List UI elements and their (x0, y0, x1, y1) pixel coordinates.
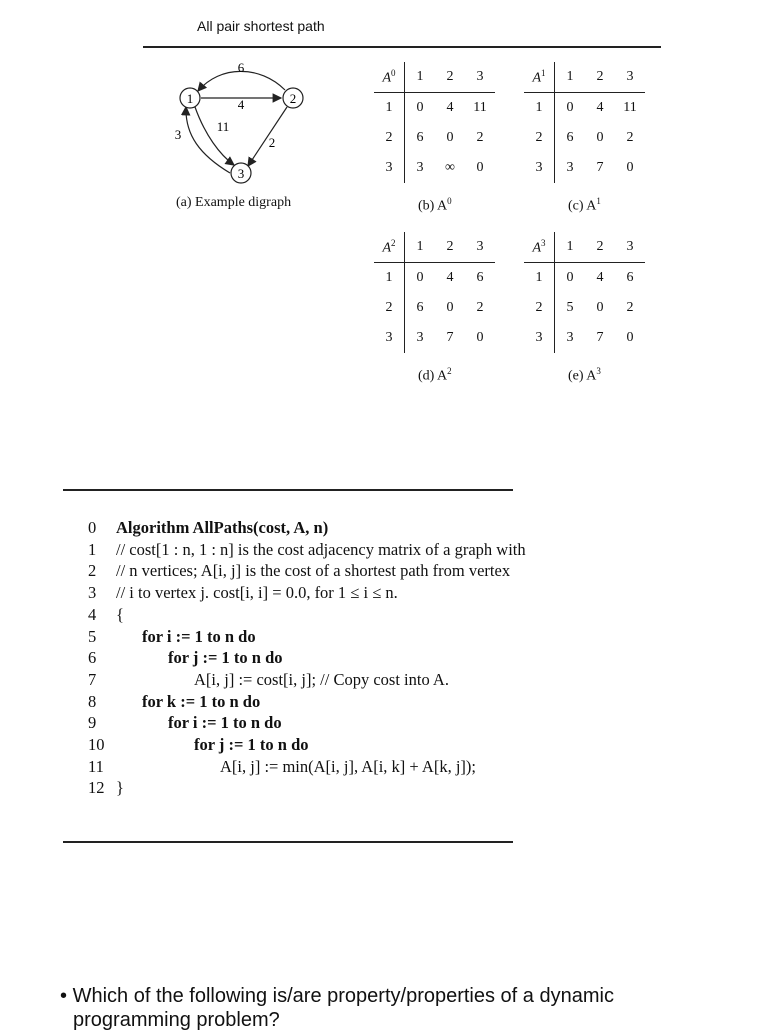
matrix-a2 (374, 232, 495, 353)
matrix-row-header: 1 (524, 263, 555, 294)
node-2-label: 2 (289, 91, 297, 106)
matrix-cell: 0 (596, 300, 604, 315)
matrix-row-header: 1 (374, 93, 405, 124)
matrix-row-header: 2 (374, 293, 405, 323)
algorithm-line (88, 540, 526, 560)
matrix-cell: 2 (476, 300, 484, 315)
bullet-dot: • (60, 985, 68, 1007)
matrix-table (524, 232, 645, 353)
matrix-cell: 0 (626, 330, 634, 345)
algorithm-line (88, 713, 282, 733)
matrix-table (524, 62, 645, 183)
algorithm-line (88, 778, 124, 798)
line-number: 12 (88, 778, 105, 798)
edge-label-1-2: 4 (237, 97, 245, 112)
matrix-cell: 3 (566, 160, 574, 175)
matrix-col-header: 2 (585, 62, 615, 93)
caption-superscript: 2 (447, 366, 452, 376)
line-number: 10 (88, 735, 105, 754)
matrix-cell: 7 (596, 330, 604, 345)
line-text: for i := 1 to n do (168, 713, 282, 733)
caption-superscript: 0 (447, 196, 452, 206)
matrix-cell: 4 (446, 270, 454, 285)
matrix-cell: 0 (476, 160, 484, 175)
matrix-cell: 6 (476, 270, 484, 285)
line-number: 9 (88, 713, 97, 733)
algorithm-line (88, 627, 256, 647)
matrix-col-header: 1 (555, 62, 586, 93)
matrix-cell: 4 (596, 270, 604, 285)
algorithm-line (88, 692, 260, 712)
matrix-col-header: 1 (405, 232, 436, 263)
matrix-cell: 7 (596, 160, 604, 175)
page-title: All pair shortest path (197, 18, 325, 34)
algorithm-line (88, 605, 124, 625)
edge-label-2-3: 2 (268, 135, 276, 150)
matrix-col-header: 3 (615, 62, 645, 93)
matrix-a3 (524, 232, 645, 353)
matrix-col-header: 3 (465, 62, 495, 93)
node-1-label: 1 (186, 91, 194, 106)
matrix-cell: 0 (446, 300, 454, 315)
matrix-row-header: 2 (374, 123, 405, 153)
algorithm-line (88, 518, 328, 538)
matrix-col-header: 2 (585, 232, 615, 263)
matrix-cell: 6 (416, 300, 424, 315)
matrix-cell: 3 (416, 330, 424, 345)
algorithm-line (88, 648, 283, 668)
line-text: // n vertices; A[i, j] is the cost of a shortest path from vertex (116, 561, 511, 581)
matrix-cell: 4 (446, 100, 454, 115)
top-divider (143, 46, 661, 48)
question-line-1: Which of the following is/are property/properties of a dynamic (72, 985, 614, 1007)
matrix-cell: 11 (623, 100, 637, 115)
matrix-caption-a2: (d) $A^2$ (418, 366, 452, 384)
line-number: 3 (88, 583, 97, 603)
matrix-cell: 5 (566, 300, 574, 315)
line-number: 6 (88, 648, 97, 668)
matrix-cell: 0 (596, 130, 604, 145)
edge-1-3 (195, 107, 234, 165)
algorithm-bottom-rule (63, 841, 513, 843)
matrix-row-header: 2 (524, 123, 555, 153)
matrix-name: $A^3$ (524, 232, 555, 263)
algorithm-line (88, 670, 449, 690)
matrix-cell: 6 (416, 130, 424, 145)
matrix-cell: 11 (473, 100, 487, 115)
line-number: 11 (88, 756, 104, 776)
line-text: // i to vertex j. cost[i, i] = 0.0, for 1 ≤ i ≤ n. (116, 583, 398, 603)
edge-label-1-3: 11 (216, 119, 230, 134)
matrix-row-header: 2 (524, 293, 555, 323)
matrix-cell: 3 (566, 330, 574, 345)
edge-label-2-1: 6 (237, 60, 245, 75)
matrix-row-header: 1 (524, 93, 555, 124)
line-text: { (116, 604, 124, 624)
matrix-cell: 0 (416, 100, 424, 115)
matrix-cell: 0 (566, 100, 574, 115)
line-number: 0 (88, 518, 97, 537)
line-number: 7 (88, 669, 97, 689)
matrix-cell: 2 (626, 130, 634, 145)
caption-superscript: 1 (596, 196, 601, 206)
graph-caption: (a) Example digraph (176, 195, 292, 210)
matrix-row-header: 3 (524, 153, 555, 183)
matrix-cell: 2 (476, 130, 484, 145)
matrix-col-header: 3 (615, 232, 645, 263)
matrix-row-header: 3 (374, 323, 405, 353)
matrix-cell: 3 (416, 160, 424, 175)
matrix-name: $A^0$ (374, 62, 405, 93)
matrix-row-header: 3 (374, 153, 405, 183)
matrix-row-header: 1 (374, 263, 405, 294)
line-text: for j := 1 to n do (168, 648, 283, 668)
matrix-a0 (374, 62, 495, 183)
node-3-label: 3 (237, 166, 245, 181)
algorithm-line (88, 561, 510, 581)
matrix-cell: 0 (446, 130, 454, 145)
line-text: A[i, j] := cost[i, j]; // Copy cost into A. (194, 669, 449, 689)
line-text: // cost[1 : n, 1 : n] is the cost adjacency matrix of a graph with (116, 539, 526, 559)
edge-label-3-1: 3 (174, 127, 182, 142)
algorithm-line (88, 735, 309, 755)
matrix-caption-a3: (e) $A^3$ (568, 366, 601, 384)
line-number: 2 (88, 561, 97, 581)
matrix-caption-a0: (b) $A^0$ (418, 196, 452, 214)
matrix-cell: 0 (626, 160, 634, 175)
matrix-col-header: 2 (435, 62, 465, 93)
matrix-table (374, 232, 495, 353)
question-bullet (60, 984, 614, 1032)
example-digraph (160, 55, 330, 190)
algorithm-line (88, 583, 398, 603)
line-number: 5 (88, 626, 97, 646)
line-number: 1 (88, 539, 97, 559)
line-text: A[i, j] := min(A[i, j], A[i, k] + A[k, j]); (220, 756, 476, 776)
matrix-col-header: 1 (555, 232, 586, 263)
algorithm-top-rule (63, 489, 513, 491)
matrix-caption-a1: (c) $A^1$ (568, 196, 601, 214)
matrix-col-header: 3 (465, 232, 495, 263)
line-number: 4 (88, 604, 97, 624)
matrix-table (374, 62, 495, 183)
matrix-cell: 6 (566, 130, 574, 145)
matrix-cell: 2 (626, 300, 634, 315)
edge-3-1 (186, 107, 230, 173)
matrix-cell: 4 (596, 100, 604, 115)
matrix-cell: 0 (416, 270, 424, 285)
matrix-name: $A^2$ (374, 232, 405, 263)
line-text: for i := 1 to n do (142, 626, 256, 646)
line-text: Algorithm AllPaths(cost, A, n) (116, 518, 329, 537)
matrix-col-header: 2 (435, 232, 465, 263)
matrix-a1 (524, 62, 645, 183)
matrix-cell: ∞ (445, 160, 455, 175)
line-number: 8 (88, 691, 97, 711)
line-text: } (116, 778, 124, 798)
line-text: for j := 1 to n do (194, 735, 309, 754)
algorithm-line (88, 757, 476, 777)
question-line-2: programming problem? (73, 1009, 280, 1031)
matrix-row-header: 3 (524, 323, 555, 353)
matrix-col-header: 1 (405, 62, 436, 93)
edge-2-3 (248, 107, 287, 166)
caption-superscript: 3 (596, 366, 601, 376)
matrix-cell: 0 (566, 270, 574, 285)
matrix-cell: 7 (446, 330, 454, 345)
matrix-cell: 0 (476, 330, 484, 345)
line-text: for k := 1 to n do (142, 691, 261, 711)
matrix-name: $A^1$ (524, 62, 555, 93)
matrix-cell: 6 (626, 270, 634, 285)
